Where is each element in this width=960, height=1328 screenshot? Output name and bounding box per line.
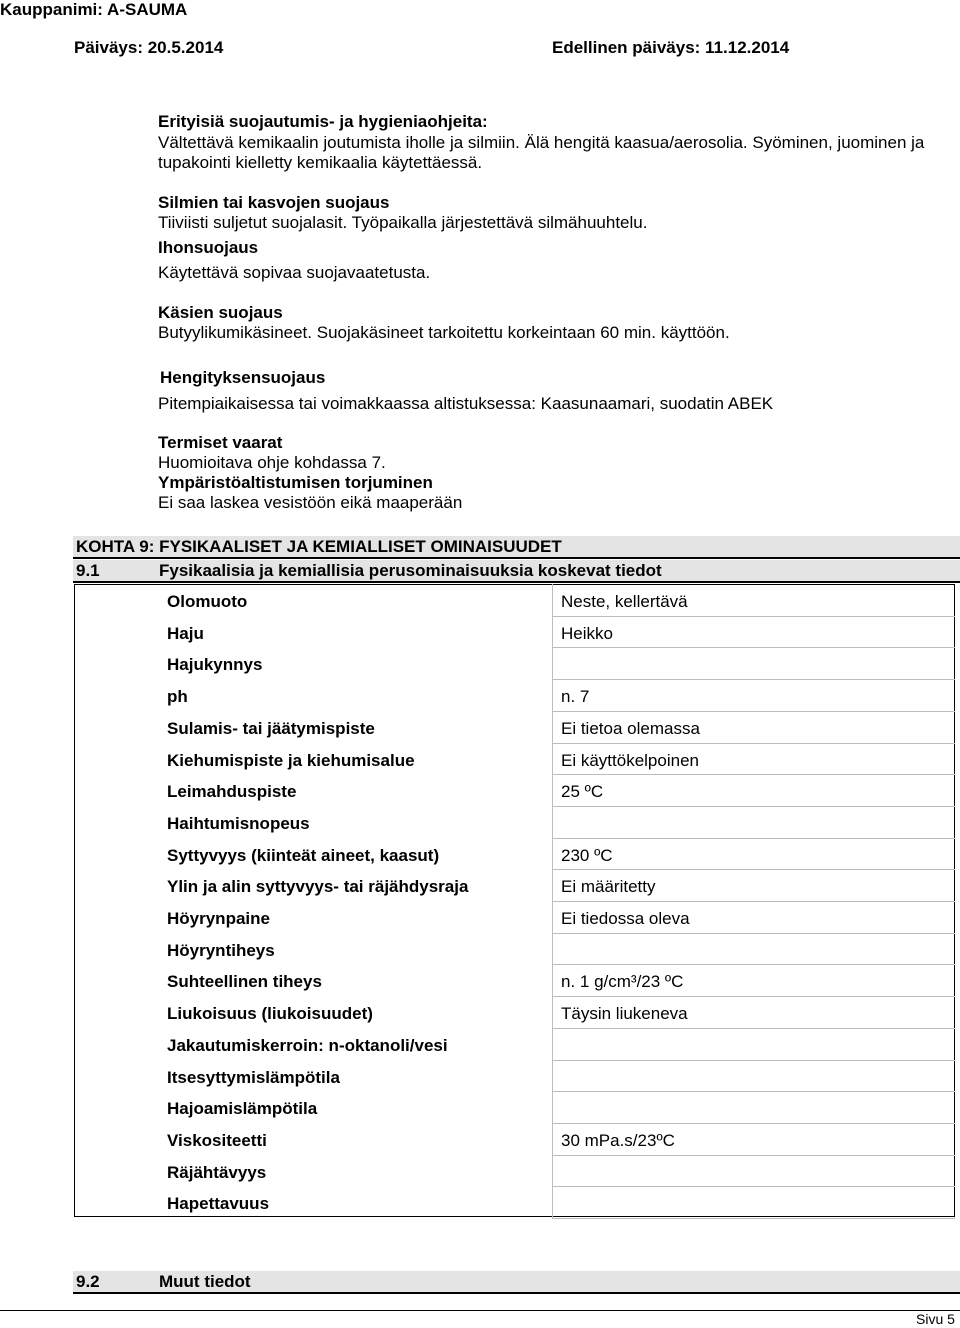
property-label: Viskositeetti: [167, 1130, 267, 1150]
environmental-exposure-title: Ympäristöaltistumisen torjuminen: [158, 473, 433, 492]
section9-1-number: 9.1: [76, 561, 100, 580]
property-label: Hapettavuus: [167, 1194, 270, 1214]
property-value: Ei käyttökelpoinen: [561, 750, 699, 770]
respiratory-protection-text: Pitempiaikaisessa tai voimakkaassa altistuksessa: Kaasunaamari, suodatin ABEK: [158, 394, 774, 413]
property-label: Suhteellinen tiheys: [167, 972, 322, 992]
value-cell-rule: [552, 774, 955, 775]
property-label: Leimahduspiste: [167, 782, 297, 802]
property-value: Ei tietoa olemassa: [561, 718, 700, 738]
tradename: Kauppanimi: A-SAUMA: [0, 0, 188, 19]
footer-rule: [0, 1310, 960, 1328]
respiratory-protection-title: Hengityksensuojaus: [160, 368, 326, 387]
property-value: Ei määritetty: [561, 877, 656, 897]
previous-date: Edellinen päiväys: 11.12.2014: [552, 38, 790, 57]
page-number: Sivu 5: [916, 1311, 955, 1327]
value-cell-rule: [552, 964, 955, 965]
property-label: Olomuoto: [167, 592, 248, 611]
property-label: Höyrynpaine: [167, 909, 270, 928]
property-label: Haihtumisnopeus: [167, 813, 310, 833]
property-label: Syttyvyys (kiinteät aineet, kaasut): [167, 845, 440, 865]
value-cell-rule: [552, 1123, 955, 1124]
property-label: Itsesyttymislämpötila: [167, 1067, 340, 1087]
property-value: 30 mPa.s/23ºC: [561, 1130, 675, 1150]
section9-heading-bar: [73, 536, 960, 559]
property-value: 25 ºC: [561, 782, 604, 802]
property-value: Heikko: [561, 623, 613, 643]
eye-protection-text: Tiiviisti suljetut suojalasit. Työpaikalla järjestettävä silmähuuhtelu.: [158, 213, 648, 232]
property-value: Täysin liukeneva: [561, 1004, 688, 1024]
value-cell-rule: [552, 869, 955, 870]
property-value: Neste, kellertävä: [561, 592, 688, 611]
date: Päiväys: 20.5.2014: [74, 38, 224, 57]
value-cell-rule: [552, 711, 955, 712]
property-value: n. 7: [561, 687, 590, 707]
value-cell-rule: [552, 838, 955, 839]
skin-protection-title: Ihonsuojaus: [158, 238, 259, 257]
value-cell-rule: [552, 1155, 955, 1156]
property-label: Hajoamislämpötila: [167, 1099, 318, 1119]
hand-protection-title: Käsien suojaus: [158, 303, 283, 322]
section9-1-heading-bar: [73, 560, 960, 583]
property-label: Jakautumiskerroin: n-oktanoli/vesi: [167, 1035, 448, 1055]
property-label: Haju: [167, 623, 204, 643]
skin-protection-text: Käytettävä sopivaa suojavaatetusta.: [158, 263, 431, 282]
value-cell-rule: [552, 1186, 955, 1187]
value-cell-rule: [552, 901, 955, 902]
value-cell-rule: [552, 679, 955, 680]
property-label: Hajukynnys: [167, 655, 263, 675]
property-label: Liukoisuus (liukoisuudet): [167, 1004, 373, 1024]
environmental-exposure-text: Ei saa laskea vesistöön eikä maaperään: [158, 493, 463, 512]
hygiene-line2: tupakointi kielletty kemikaalia käytettäessä.: [158, 153, 483, 172]
section9-2-heading-bar: [73, 1271, 960, 1294]
section9-title: KOHTA 9: FYSIKAALISET JA KEMIALLISET OMINAISUUDET: [76, 537, 562, 556]
property-label: ph: [167, 687, 188, 707]
property-label: Ylin ja alin syttyvyys- tai räjähdysraja: [167, 877, 469, 897]
thermal-hazards-text: Huomioitava ohje kohdassa 7.: [158, 453, 386, 472]
section9-2-number: 9.2: [76, 1272, 100, 1291]
thermal-hazards-title: Termiset vaarat: [158, 433, 283, 452]
property-value: 230 ºC: [561, 845, 613, 865]
value-cell-rule: [552, 647, 955, 648]
property-value: n. 1 g/cm³/23 ºC: [561, 972, 684, 992]
property-label: Kiehumispiste ja kiehumisalue: [167, 750, 415, 770]
value-cell-rule: [552, 933, 955, 934]
property-label: Höyryntiheys: [167, 940, 275, 960]
value-column-divider: [552, 584, 553, 1218]
property-label: Räjähtävyys: [167, 1162, 267, 1182]
eye-protection-title: Silmien tai kasvojen suojaus: [158, 193, 390, 212]
value-cell-rule: [552, 1060, 955, 1061]
value-cell-rule: [552, 616, 955, 617]
hygiene-title: Erityisiä suojautumis- ja hygieniaohjeita:: [158, 112, 488, 131]
value-cell-rule: [552, 996, 955, 997]
value-cell-rule: [552, 1028, 955, 1029]
value-cell-rule: [552, 743, 955, 744]
property-label: Sulamis- tai jäätymispiste: [167, 718, 375, 738]
value-cell-rule: [552, 1091, 955, 1092]
section9-2-title: Muut tiedot: [159, 1272, 251, 1291]
value-cell-rule: [552, 806, 955, 807]
hand-protection-text: Butyylikumikäsineet. Suojakäsineet tarkoitettu korkeintaan 60 min. käyttöön.: [158, 323, 730, 342]
section9-1-title: Fysikaalisia ja kemiallisia perusominaisuuksia koskevat tiedot: [159, 561, 662, 580]
property-value: Ei tiedossa oleva: [561, 909, 690, 928]
hygiene-line1: Vältettävä kemikaalin joutumista iholle ja silmiin. Älä hengitä kaasua/aerosolia. Syöminen, juominen ja: [158, 133, 925, 152]
value-cell-rule: [552, 1218, 955, 1219]
